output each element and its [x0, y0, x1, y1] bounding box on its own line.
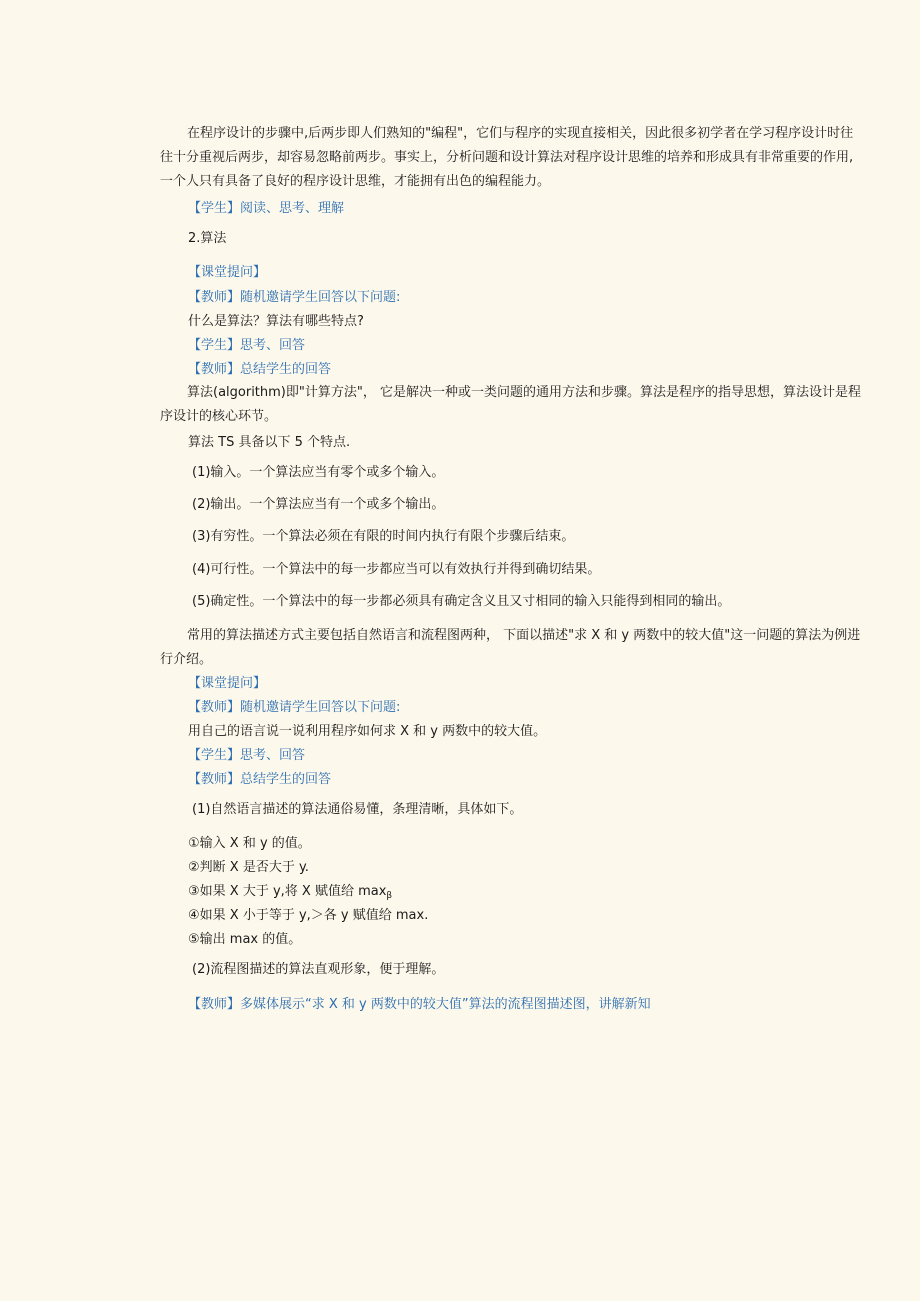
step-item: ②判断 X 是否大于 y. [188, 860, 309, 875]
step-item-subscript: β [386, 891, 393, 901]
student-note: 【学生】阅读、思考、理解 [188, 201, 345, 216]
intro-paragraph: 在程序设计的步骤中,后两步即人们熟知的"编程"，它们与程序的实现直接相关，因此很多初学者在学习程序设计时往往十分重视后两步，却容易忽略前两步。事实上，分析问题和设计算法对程序设计思维的培养和形成具有非常重要的作用,一个人只有具备了良好的程序设计思维，才能拥有出色的编程能力。 [160, 126, 854, 189]
feature-item: (1)输入。一个算法应当有零个或多个输入。 [192, 465, 445, 480]
feature-item: (3)有穷性。一个算法必须在有限的时间内执行有限个步骤后结束。 [192, 529, 575, 544]
teacher-summary: 【教师】总结学生的回答 [188, 362, 332, 377]
definition-paragraph: 算法(algorithm)即"计算方法"， 它是解决一种或一类问题的通用方法和步骤。算法是程序的指导思想，算法设计是程序设计的核心环节。 [160, 385, 861, 424]
question-text: 用自己的语言说一说利用程序如何求 X 和 y 两数中的较大值。 [188, 724, 547, 739]
classroom-question-label: 【课堂提问】 [188, 265, 267, 280]
section-heading: 2.算法 [188, 231, 227, 246]
feature-item: (2)输出。一个算法应当有一个或多个输出。 [192, 497, 445, 512]
flowchart-heading: (2)流程图描述的算法直观形象，便于理解。 [192, 962, 445, 977]
teacher-summary: 【教师】总结学生的回答 [188, 772, 332, 787]
teacher-media-note: 【教师】多媒体展示“求 X 和 y 两数中的较大值”算法的流程图描述图，讲解新知 [188, 997, 651, 1012]
teacher-invite: 【教师】随机邀请学生回答以下问题: [188, 700, 401, 715]
classroom-question-label: 【课堂提问】 [188, 676, 267, 691]
question-text: 什么是算法？算法有哪些特点? [188, 314, 364, 329]
step-item-text: ③如果 X 大于 y,将 X 赋值给 max [188, 884, 387, 899]
natural-language-heading: (1)自然语言描述的算法通俗易懂，条理清晰，具体如下。 [192, 802, 523, 817]
features-intro: 算法 TS 具备以下 5 个特点. [188, 435, 351, 450]
feature-item: (5)确定性。一个算法中的每一步都必须具有确定含义且又寸相同的输入只能得到相同的输出。 [192, 594, 731, 609]
student-answer: 【学生】思考、回答 [188, 748, 306, 763]
step-item: ④如果 X 小于等于 y,＞各 y 赋值给 max. [188, 908, 429, 923]
step-item: ①输入 X 和 y 的值。 [188, 836, 311, 851]
teacher-invite: 【教师】随机邀请学生回答以下问题: [188, 290, 401, 305]
feature-item: (4)可行性。一个算法中的每一步都应当可以有效执行并得到确切结果。 [192, 562, 601, 577]
description-paragraph: 常用的算法描述方式主要包括自然语言和流程图两种， 下面以描述"求 X 和 y 两数中的较大值"这一问题的算法为例进行介绍。 [160, 628, 861, 667]
step-item [188, 883, 392, 902]
step-item: ⑤输出 max 的值。 [188, 932, 302, 947]
student-answer: 【学生】思考、回答 [188, 338, 306, 353]
